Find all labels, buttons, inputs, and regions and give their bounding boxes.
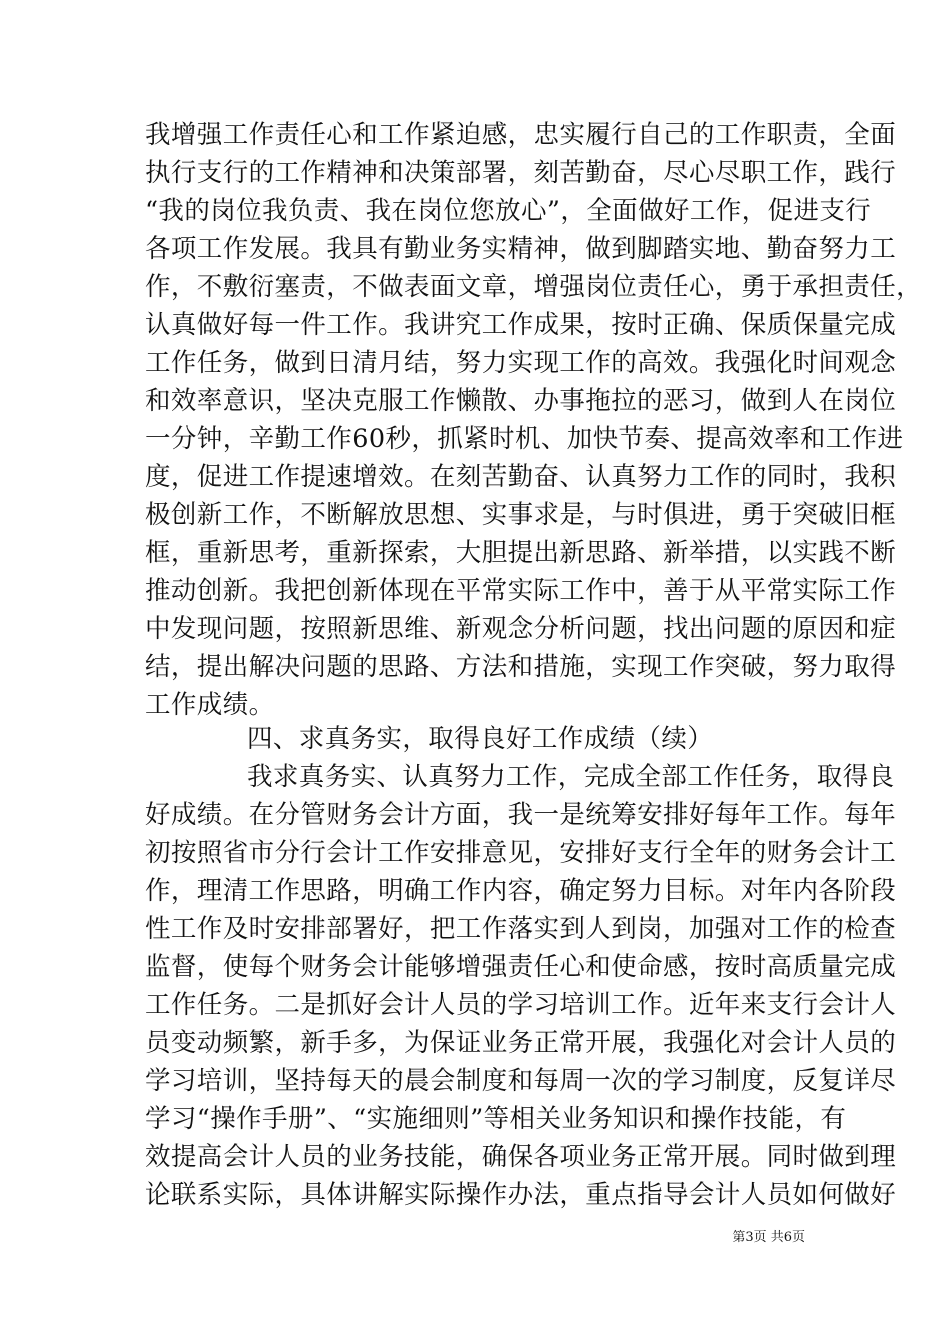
text-line: 作，不敷衍塞责，不做表面文章，增强岗位责任心，勇于承担责任，: [145, 272, 923, 302]
text-line: 执行支行的工作精神和决策部署，刻苦勤奋，尽心尽职工作，践行: [145, 158, 897, 188]
text-line: 框，重新思考，重新探索，大胆提出新思路、新举措，以实践不断: [145, 538, 897, 568]
text-line: 推动创新。我把创新体现在平常实际工作中，善于从平常实际工作: [145, 576, 897, 606]
text-line: 认真做好每一件工作。我讲究工作成果，按时正确、保质保量完成: [145, 310, 897, 340]
text-line: 我增强工作责任心和工作紧迫感，忠实履行自己的工作职责，全面: [145, 120, 897, 150]
text-line: 和效率意识，坚决克服工作懒散、办事拖拉的恶习，做到人在岗位: [145, 386, 897, 416]
text-line: “我的岗位我负责、我在岗位您放心”，全面做好工作，促进支行: [145, 196, 872, 226]
text-line: 极创新工作，不断解放思想、实事求是，与时俱进，勇于突破旧框: [145, 500, 897, 530]
text-line: 好成绩。在分管财务会计方面，我一是统筹安排好每年工作。每年: [145, 800, 897, 830]
text-line: 学习“操作手册”、“实施细则”等相关业务知识和操作技能，有: [145, 1104, 847, 1134]
text-line: 结，提出解决问题的思路、方法和措施，实现工作突破，努力取得: [145, 652, 897, 682]
text-line: 学习培训，坚持每天的晨会制度和每周一次的学习制度，反复详尽: [145, 1066, 897, 1096]
text-line: 度，促进工作提速增效。在刻苦勤奋、认真努力工作的同时，我积: [145, 462, 897, 492]
text-line: 工作任务。二是抓好会计人员的学习培训工作。近年来支行会计人: [145, 990, 897, 1020]
text-line: 各项工作发展。我具有勤业务实精神，做到脚踏实地、勤奋努力工: [145, 234, 897, 264]
text-line: 性工作及时安排部署好，把工作落实到人到岗，加强对工作的检查: [145, 914, 897, 944]
text-line: 中发现问题，按照新思维、新观念分析问题，找出问题的原因和症: [145, 614, 897, 644]
text-line: 作，理清工作思路，明确工作内容，确定努力目标。对年内各阶段: [145, 876, 897, 906]
page-number-footer: 第3页 共6页: [732, 1230, 805, 1245]
section-heading: 四、求真务实，取得良好工作成绩（续）: [247, 724, 714, 754]
text-line: 效提高会计人员的业务技能，确保各项业务正常开展。同时做到理: [145, 1142, 897, 1172]
text-line: 一分钟，辛勤工作60秒，抓紧时机、加快节奏、提高效率和工作进: [145, 424, 904, 454]
text-line: 工作成绩。: [145, 690, 275, 720]
text-line: 监督，使每个财务会计能够增强责任心和使命感，按时高质量完成: [145, 952, 897, 982]
paragraph-first-line: 我求真务实、认真努力工作，完成全部工作任务，取得良: [247, 762, 895, 792]
text-line: 工作任务，做到日清月结，努力实现工作的高效。我强化时间观念: [145, 348, 897, 378]
text-line: 论联系实际，具体讲解实际操作办法，重点指导会计人员如何做好: [145, 1180, 897, 1210]
text-line: 员变动频繁，新手多，为保证业务正常开展，我强化对会计人员的: [145, 1028, 897, 1058]
text-line: 初按照省市分行会计工作安排意见，安排好支行全年的财务会计工: [145, 838, 897, 868]
